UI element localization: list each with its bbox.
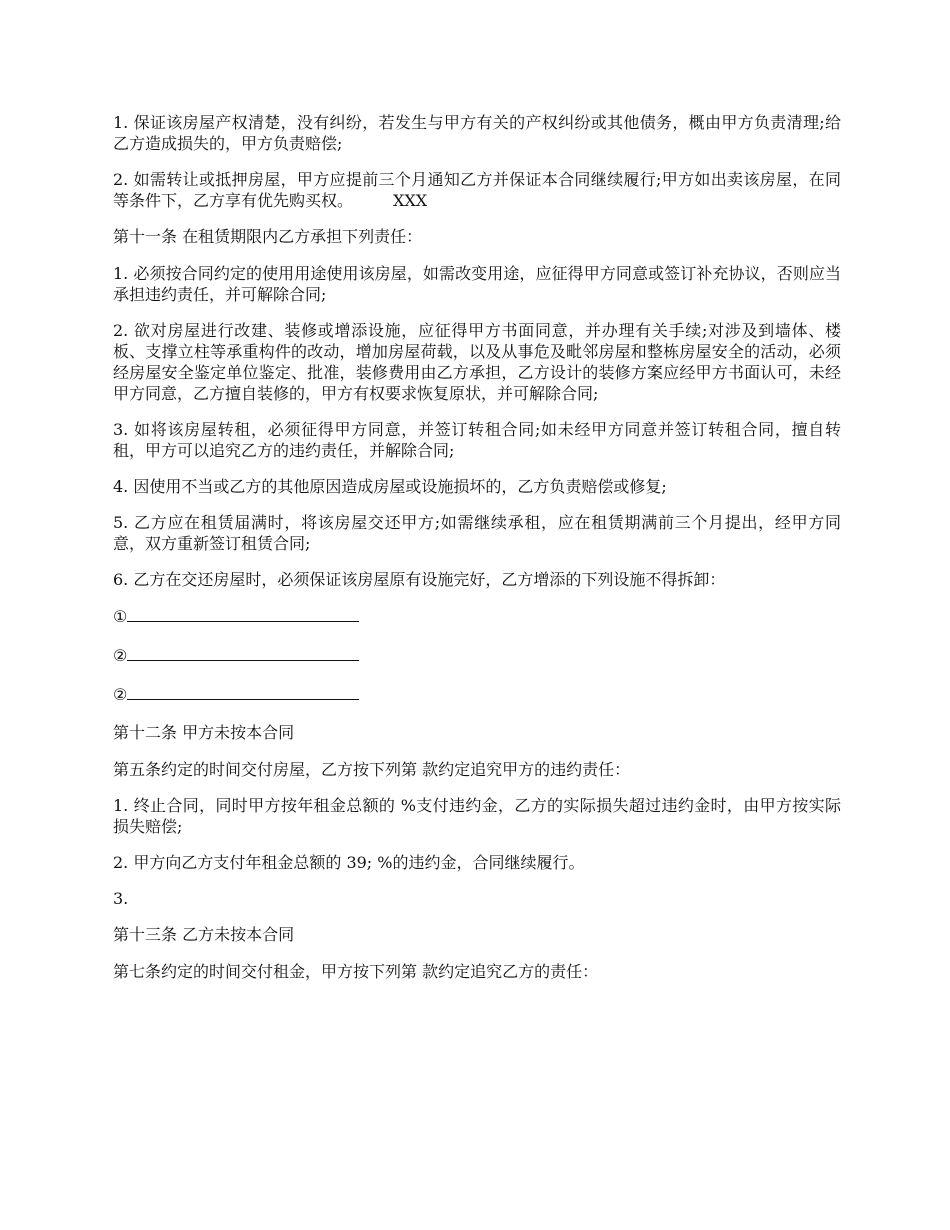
article-11-item-5: 5. 乙方应在租赁届满时，将该房屋交还甲方;如需继续承租，应在租赁期满前三个月提出，经甲方同意，双方重新签订租赁合同; [113,513,841,553]
article-12-item-2: 2. 甲方向乙方支付年租金总额的 39; %的违约金，合同继续履行。 [113,853,585,872]
facility-blank-3 [113,683,841,704]
article-12-item-3: 3. [113,889,129,908]
article-12-heading: 第十二条 甲方未按本合同 [113,723,295,742]
fill-in-line [127,644,359,661]
article-11-item-2: 2. 欲对房屋进行改建、装修或增添设施，应征得甲方书面同意，并办理有关手续;对涉及到墙体、楼板、支撑立柱等承重构件的改动，增加房屋荷载，以及从事危及毗邻房屋和整栋房屋安全的活动，必须经房屋安全鉴定单位鉴定、批准，装修费用由乙方承担，乙方设计的装修方案应经甲方书面认可，未经甲方同意，乙方擅自装修的，甲方有权要求恢复原状，并可解除合同; [113,321,841,403]
article-11-item-6: 6. 乙方在交还房屋时，必须保证该房屋原有设施完好，乙方增添的下列设施不得拆卸： [113,570,726,589]
clause-landlord-2-text: 2. 如需转让或抵押房屋，甲方应提前三个月通知乙方并保证本合同继续履行;甲方如出卖该房屋，在同等条件下，乙方享有优先购买权。 [113,170,841,210]
blank-marker: ① [113,607,128,626]
article-11-item-3: 3. 如将该房屋转租，必须征得甲方同意，并签订转租合同;如未经甲方同意并签订转租合同，擅自转租，甲方可以追究乙方的违约责任，并解除合同; [113,420,841,460]
document-page [113,112,841,997]
blank-marker: ② [113,685,128,704]
placeholder-xxx: XXX [393,191,428,210]
facility-blank-1 [113,605,841,626]
article-13-heading: 第十三条 乙方未按本合同 [113,925,295,944]
blank-marker: ② [113,646,128,665]
fill-in-line [127,683,359,700]
article-12-intro: 第五条约定的时间交付房屋，乙方按下列第 款约定追究甲方的违约责任： [113,760,631,779]
fill-in-line [127,605,359,622]
article-11-item-1: 1. 必须按合同约定的使用用途使用该房屋，如需改变用途，应征得甲方同意或签订补充协议，否则应当承担违约责任，并可解除合同; [113,264,841,304]
clause-landlord-2 [113,169,841,211]
facility-blank-2 [113,644,841,665]
article-12-item-1: 1. 终止合同，同时甲方按年租金总额的 %支付违约金，乙方的实际损失超过违约金时，由甲方按实际损失赔偿; [113,796,841,836]
clause-landlord-1: 1. 保证该房屋产权清楚，没有纠纷，若发生与甲方有关的产权纠纷或其他债务，概由甲方负责清理;给乙方造成损失的，甲方负责赔偿; [113,113,841,153]
article-11-heading: 第十一条 在租赁期限内乙方承担下列责任： [113,227,423,246]
article-13-intro: 第七条约定的时间交付租金，甲方按下列第 款约定追究乙方的责任： [113,962,599,981]
article-11-item-4: 4. 因使用不当或乙方的其他原因造成房屋或设施损坏的，乙方负责赔偿或修复; [113,477,667,496]
